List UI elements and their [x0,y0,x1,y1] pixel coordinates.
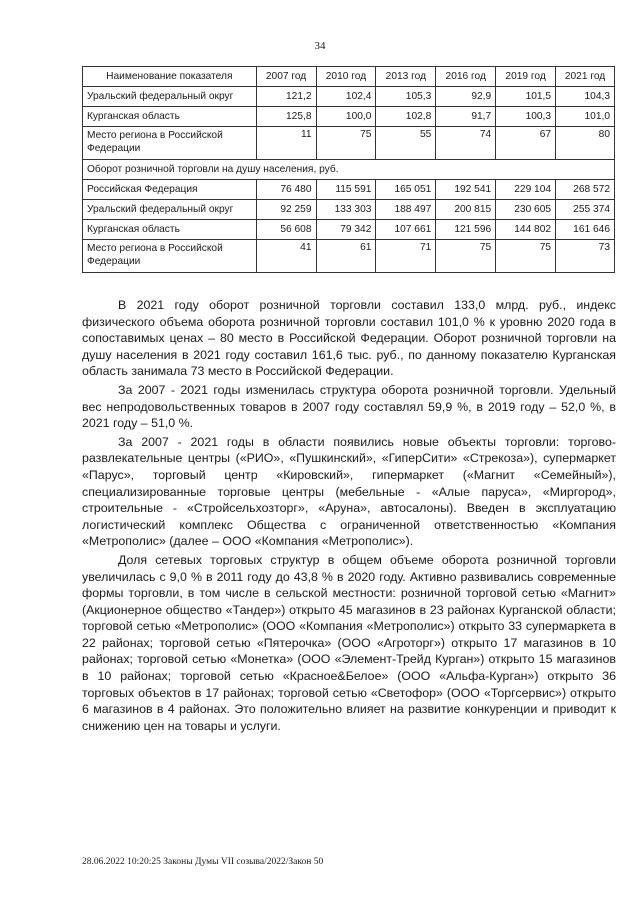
table-cell: 91,7 [436,107,496,127]
table-cell: 161 646 [556,220,615,240]
table-cell: 121 596 [436,220,496,240]
table-header: 2007 год [256,67,316,87]
table-cell: 100,3 [496,107,556,127]
table-cell: 102,4 [316,87,376,107]
table-cell: 230 605 [496,200,556,220]
table-row [83,220,615,240]
table-header: 2019 год [496,67,556,87]
table-header: 2010 год [316,67,376,87]
table-cell: 79 342 [316,220,376,240]
row-label: Место региона в Российской Федерации [83,127,257,160]
table-cell: 133 303 [316,200,376,220]
table-cell: 268 572 [556,180,615,200]
table-cell: 100,0 [316,107,376,127]
statistics-table [82,66,615,273]
table-cell: 73 [556,240,615,273]
row-label: Уральский федеральный округ [83,200,257,220]
table-cell: 75 [496,240,556,273]
table-row [83,200,615,220]
footer-stamp: 28.06.2022 10:20:25 Законы Думы VII созыва/2022/Закон 50 [82,857,324,867]
table-cell: 74 [436,127,496,160]
table-cell: 71 [376,240,436,273]
table-section-row [83,160,615,180]
paragraph: За 2007 - 2021 годы изменилась структура оборота розничной торговли. Удельный вес непродовольственных товаров в 2007 году составлял 59,9 %, в 2019 году – 52,0 %, в 2021 году – 51,0 %. [82,382,616,431]
table-header: 2013 год [376,67,436,87]
table-cell: 76 480 [256,180,316,200]
table-cell: 229 104 [496,180,556,200]
table-row [83,107,615,127]
row-label: Уральский федеральный округ [83,87,257,107]
table-header: Наименование показателя [83,67,257,87]
table-cell: 188 497 [376,200,436,220]
table-row [83,127,615,160]
table-cell: 107 661 [376,220,436,240]
table-cell: 101,5 [496,87,556,107]
row-label: Курганская область [83,107,257,127]
table-cell: 61 [316,240,376,273]
table-cell: 255 374 [556,200,615,220]
table-cell: 75 [436,240,496,273]
row-label: Место региона в Российской Федерации [83,240,257,273]
paragraph: Доля сетевых торговых структур в общем объеме оборота розничной торговли увеличилась с 9,0 % в 2011 году до 43,8 % в 2020 году. Активно развивались современные формы торговли, в том числе в сельской местности: розничной торговой сетью «Магнит» (Акционерное общество «Тандер») открыто 45 магазинов в 23 районах Курганской области; торговой сетью «Метрополис» (ООО «Компания «Метрополис») открыто 33 супермаркета в 22 районах; торговой сетью «Пятерочка» (ООО «Агроторг») открыто 17 магазинов в 10 районах; торговой сетью «Монетка» (ООО «Элемент-Трейд Курган») открыто 15 магазинов в 10 районах; торговой сетью «Красное&Белое» (ООО «Альфа-Курган») открыто 36 торговых объектов в 17 районах; торговой сетью «Светофор» (ООО «Торгсервис») открыто 6 магазинов в 4 районах. Это положительно влияет на развитие конкуренции и приводит к снижению цен на товары и услуги. [82,552,616,733]
table-cell: 192 541 [436,180,496,200]
table-cell: 121,2 [256,87,316,107]
table-row [83,87,615,107]
table-cell: 105,3 [376,87,436,107]
table-cell: 104,3 [556,87,615,107]
table-cell: 75 [316,127,376,160]
section-label: Оборот розничной торговли на душу населения, руб. [83,160,615,180]
body-text [82,297,616,736]
table-header: 2016 год [436,67,496,87]
table-row [83,240,615,273]
table-cell: 56 608 [256,220,316,240]
page-number: 34 [314,40,326,52]
table-cell: 102,8 [376,107,436,127]
table-cell: 11 [256,127,316,160]
table-cell: 200 815 [436,200,496,220]
table-row [83,180,615,200]
paragraph: За 2007 - 2021 годы в области появились новые объекты торговли: торгово-развлекательные центры («РИО», «Пушкинский», «ГиперСити» «Стрекоза»), супермаркет «Парус», торговый центр «Кировский», гипермаркет («Магнит «Семейный»), специализированные торговые центры (мебельные - «Алые паруса», «Миргород», строительные - «Стройсельхозторг», «Аруна», автосалоны). Введен в эксплуатацию логистический комплекс Общества с ограниченной ответственностью «Компания «Метрополис» (далее – ООО «Компания «Метрополис»). [82,434,616,549]
table-cell: 165 051 [376,180,436,200]
table-cell: 55 [376,127,436,160]
table-cell: 115 591 [316,180,376,200]
paragraph: В 2021 году оборот розничной торговли составил 133,0 млрд. руб., индекс физического объема оборота розничной торговли составил 101,0 % к уровню 2020 года в сопоставимых ценах – 80 место в Российской Федерации. Оборот розничной торговли на душу населения в 2021 году составил 161,6 тыс. руб., по данному показателю Курганская область занимала 73 место в Российской Федерации. [82,298,616,379]
table-header-row [83,67,615,87]
row-label: Курганская область [83,220,257,240]
table-cell: 144 802 [496,220,556,240]
table-header: 2021 год [556,67,615,87]
table-cell: 125,8 [256,107,316,127]
row-label: Российская Федерация [83,180,257,200]
table-cell: 92,9 [436,87,496,107]
table-cell: 101,0 [556,107,615,127]
table-cell: 41 [256,240,316,273]
table-cell: 67 [496,127,556,160]
table-cell: 80 [556,127,615,160]
table-cell: 92 259 [256,200,316,220]
